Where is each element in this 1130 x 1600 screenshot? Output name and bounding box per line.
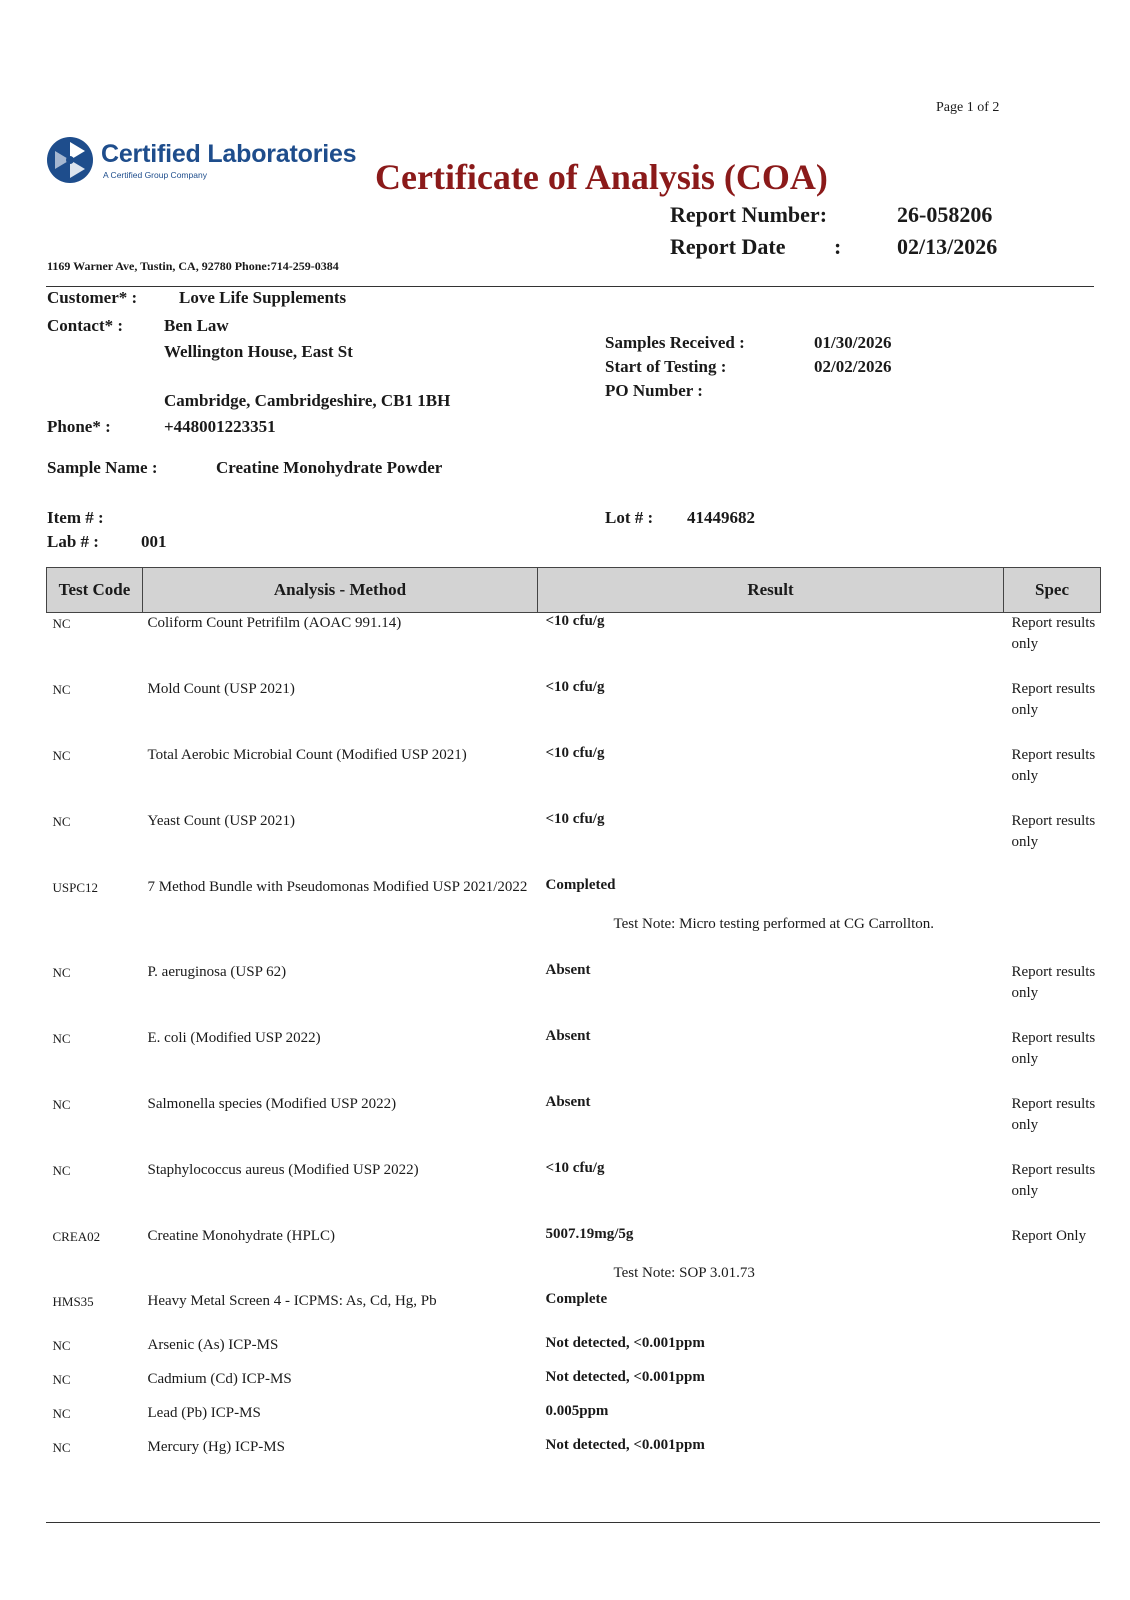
spec: Report results only	[1011, 1161, 1096, 1199]
sample-name: Creatine Monohydrate Powder	[216, 458, 443, 477]
table-row	[47, 1160, 1101, 1226]
report-number: 26-058206	[897, 202, 993, 227]
result: <10 cfu/g	[545, 744, 605, 761]
customer-name: Love Life Supplements	[179, 288, 347, 307]
result: <10 cfu/g	[545, 1159, 605, 1176]
header-spec: Spec	[1004, 568, 1101, 613]
table-row	[47, 1226, 1101, 1291]
header-result: Result	[538, 568, 1004, 613]
result-cell	[538, 877, 1004, 962]
samples-received-value: 01/30/2026	[814, 333, 892, 352]
contact-address-line2: Cambridge, Cambridgeshire, CB1 1BH	[164, 391, 451, 410]
result: <10 cfu/g	[545, 613, 605, 629]
analysis-method: Arsenic (As) ICP-MS	[147, 1336, 279, 1353]
start-testing-value: 02/02/2026	[814, 357, 892, 376]
test-code: CREA02	[52, 1228, 101, 1244]
test-code: NC	[52, 1162, 71, 1178]
test-code: NC	[52, 813, 71, 829]
certified-laboratories-logo-icon	[46, 136, 94, 184]
test-code: NC	[52, 1030, 71, 1046]
test-code: NC	[52, 964, 71, 980]
report-date: 02/13/2026	[897, 234, 998, 259]
phone-label: Phone* :	[47, 417, 111, 436]
result: Not detected, <0.001ppm	[545, 1334, 705, 1351]
test-code: NC	[52, 1405, 71, 1421]
lot-number-label: Lot # :	[605, 508, 654, 527]
analysis-method: Yeast Count (USP 2021)	[147, 812, 296, 829]
results-table	[46, 567, 1101, 1471]
result: 0.005ppm	[545, 1402, 609, 1419]
table-row	[47, 1335, 1101, 1369]
table-row	[47, 745, 1101, 811]
contact-label: Contact* :	[47, 316, 124, 335]
test-code: NC	[52, 1439, 71, 1455]
analysis-method: Mercury (Hg) ICP-MS	[147, 1438, 285, 1455]
header-divider	[46, 286, 1094, 287]
spec	[1004, 1403, 1101, 1437]
analysis-method: Creatine Monohydrate (HPLC)	[147, 1227, 335, 1244]
analysis-method: Heavy Metal Screen 4 - ICPMS: As, Cd, Hg, Pb	[147, 1292, 437, 1309]
lab-name: Certified Laboratories	[101, 140, 357, 168]
analysis-method: Coliform Count Petrifilm (AOAC 991.14)	[147, 615, 402, 631]
test-code: HMS35	[52, 1293, 94, 1309]
contact-name: Ben Law	[164, 316, 229, 335]
table-row	[47, 877, 1101, 962]
lab-tagline: A Certified Group Company	[103, 170, 207, 180]
test-code: NC	[52, 681, 71, 697]
analysis-method: Lead (Pb) ICP-MS	[147, 1404, 261, 1421]
test-code: NC	[52, 1371, 71, 1387]
footer-divider	[46, 1522, 1100, 1523]
table-row	[47, 1403, 1101, 1437]
test-note: Test Note: Micro testing performed at CG Carrollton.	[613, 915, 935, 932]
result: Not detected, <0.001ppm	[545, 1368, 705, 1385]
report-date-label: Report Date	[670, 234, 786, 259]
lab-number: 001	[141, 532, 167, 551]
table-row	[47, 1291, 1101, 1335]
test-code: NC	[52, 616, 71, 631]
test-code: USPC12	[52, 879, 99, 895]
document-title: Certificate of Analysis (COA)	[375, 157, 828, 197]
result-cell	[538, 1226, 1004, 1291]
table-row	[47, 1028, 1101, 1094]
test-code: NC	[52, 1096, 71, 1112]
table-header-row	[47, 568, 1101, 613]
analysis-method: Salmonella species (Modified USP 2022)	[147, 1095, 397, 1112]
spec: Report results only	[1011, 746, 1096, 784]
result: Absent	[545, 1027, 591, 1044]
phone-value: +448001223351	[164, 417, 276, 436]
result: 5007.19mg/5g	[545, 1225, 634, 1242]
analysis-method: E. coli (Modified USP 2022)	[147, 1029, 321, 1046]
report-date-colon: :	[834, 234, 842, 259]
spec	[1004, 877, 1101, 962]
header-test-code: Test Code	[47, 568, 143, 613]
test-note: Test Note: SOP 3.01.73	[613, 1264, 755, 1281]
analysis-method: P. aeruginosa (USP 62)	[147, 963, 287, 980]
samples-received-label: Samples Received :	[605, 333, 745, 352]
spec: Report results only	[1011, 963, 1096, 1001]
po-number-label: PO Number :	[605, 381, 703, 400]
sample-name-label: Sample Name :	[47, 458, 158, 477]
lab-address: 1169 Warner Ave, Tustin, CA, 92780 Phone:714-259-0384	[47, 259, 339, 273]
item-number-label: Item # :	[47, 508, 104, 527]
spec: Report results only	[1011, 615, 1096, 652]
analysis-method: Mold Count (USP 2021)	[147, 680, 295, 697]
spec	[1004, 1437, 1101, 1471]
report-number-label: Report Number:	[670, 202, 828, 227]
analysis-method: Total Aerobic Microbial Count (Modified USP 2021)	[147, 746, 467, 763]
spec: Report results only	[1011, 1029, 1096, 1067]
result: Not detected, <0.001ppm	[545, 1436, 705, 1453]
result: <10 cfu/g	[545, 810, 605, 827]
spec: Report results only	[1011, 812, 1096, 850]
result: Absent	[545, 1093, 591, 1110]
table-row	[47, 962, 1101, 1028]
spec	[1004, 1369, 1101, 1403]
lab-number-label: Lab # :	[47, 532, 99, 551]
test-code: NC	[52, 747, 71, 763]
result: <10 cfu/g	[545, 678, 605, 695]
spec	[1004, 1335, 1101, 1369]
table-row	[47, 1437, 1101, 1471]
analysis-method: 7 Method Bundle with Pseudomonas Modified USP 2021/2022	[147, 878, 528, 895]
spec	[1004, 1291, 1101, 1335]
test-code: NC	[52, 1337, 71, 1353]
table-row	[47, 1369, 1101, 1403]
customer-label: Customer* :	[47, 288, 138, 307]
result: Complete	[545, 1290, 608, 1307]
analysis-method: Cadmium (Cd) ICP-MS	[147, 1370, 292, 1387]
header-analysis-method: Analysis - Method	[143, 568, 538, 613]
page-number: Page 1 of 2	[936, 100, 1000, 115]
table-row	[47, 679, 1101, 745]
contact-address-line1: Wellington House, East St	[164, 342, 353, 361]
lot-number: 41449682	[687, 508, 755, 527]
start-testing-label: Start of Testing :	[605, 357, 727, 376]
analysis-method: Staphylococcus aureus (Modified USP 2022)	[147, 1161, 419, 1178]
result: Absent	[545, 961, 591, 978]
spec: Report Only	[1011, 1227, 1087, 1244]
spec: Report results only	[1011, 680, 1096, 718]
table-row	[47, 1094, 1101, 1160]
table-row	[47, 811, 1101, 877]
table-row	[47, 613, 1101, 679]
spec: Report results only	[1011, 1095, 1096, 1133]
result: Completed	[545, 876, 616, 893]
